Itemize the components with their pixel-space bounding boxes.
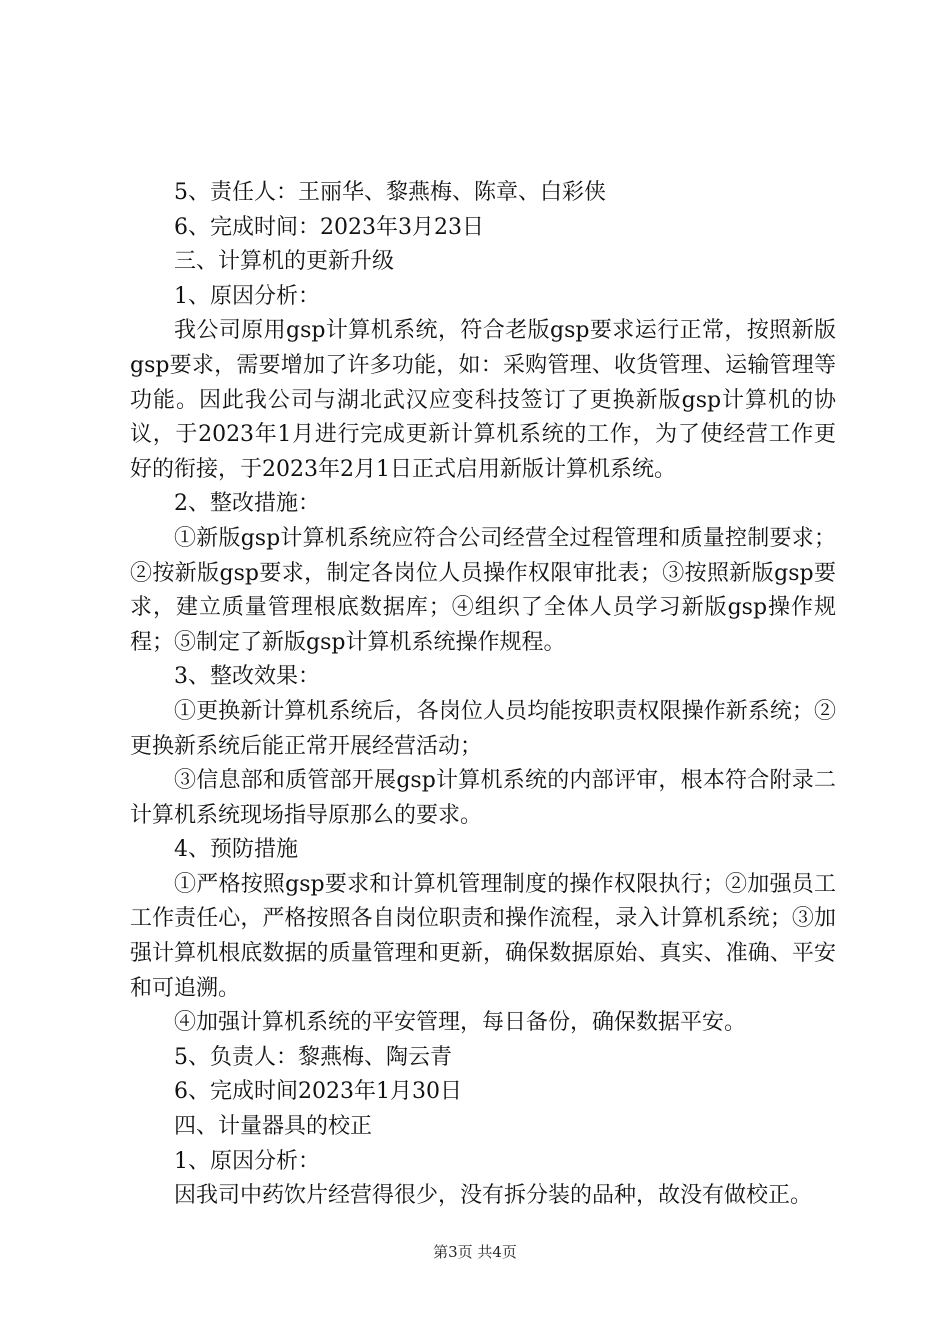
paragraph: ①新版gsp计算机系统应符合公司经营全过程管理和质量控制要求；②按新版gsp要求，制定各岗位人员操作权限审批表；③按照新版gsp要求，建立质量管理根底数据库；④组织了全体人员学习新版gsp操作规程；⑤制定了新版gsp计算机系统操作规程。 — [130, 525, 836, 655]
paragraph: 因我司中药饮片经营得很少，没有拆分装的品种，故没有做校正。 — [174, 1183, 813, 1209]
section-heading: 三、计算机的更新升级 — [174, 249, 395, 275]
paragraph: 6、完成时间2023年1月30日 — [174, 1079, 462, 1105]
paragraph: 5、负责人：黎燕梅、陶云青 — [174, 1044, 452, 1070]
subheading: 2、整改措施： — [174, 491, 320, 517]
document-body — [130, 176, 836, 1214]
paragraph: ①更换新计算机系统后，各岗位人员均能按职责权限操作新系统；②更换新系统后能正常开展经营活动； — [130, 698, 836, 759]
subheading: 1、原因分析： — [174, 283, 320, 309]
subheading: 3、整改效果： — [174, 664, 320, 690]
subheading: 4、预防措施 — [174, 837, 298, 863]
page-footer: 第3页 共4页 — [433, 1243, 517, 1261]
paragraph: 6、完成时间：2023年3月23日 — [174, 214, 484, 240]
paragraph: 我公司原用gsp计算机系统，符合老版gsp要求运行正常，按照新版gsp要求，需要增加了许多功能，如：采购管理、收货管理、运输管理等功能。因此我公司与湖北武汉应变科技签订了更换新版gsp计算机的协议，于2023年1月进行完成更新计算机系统的工作，为了使经营工作更好的衔接，于2023年2月1日正式启用新版计算机系统。 — [130, 318, 836, 482]
paragraph: ①严格按照gsp要求和计算机管理制度的操作权限执行；②加强员工工作责任心，严格按照各自岗位职责和操作流程，录入计算机系统；③加强计算机根底数据的质量管理和更新，确保数据原始、真实、准确、平安和可追溯。 — [130, 871, 836, 1001]
paragraph: ③信息部和质管部开展gsp计算机系统的内部评审，根本符合附录二计算机系统现场指导原那么的要求。 — [130, 768, 836, 828]
subheading: 1、原因分析： — [174, 1148, 320, 1174]
paragraph: ④加强计算机系统的平安管理，每日备份，确保数据平安。 — [174, 1010, 747, 1036]
paragraph: 5、责任人：王丽华、黎燕梅、陈章、白彩侠 — [174, 180, 606, 205]
section-heading: 四、计量器具的校正 — [174, 1114, 373, 1140]
